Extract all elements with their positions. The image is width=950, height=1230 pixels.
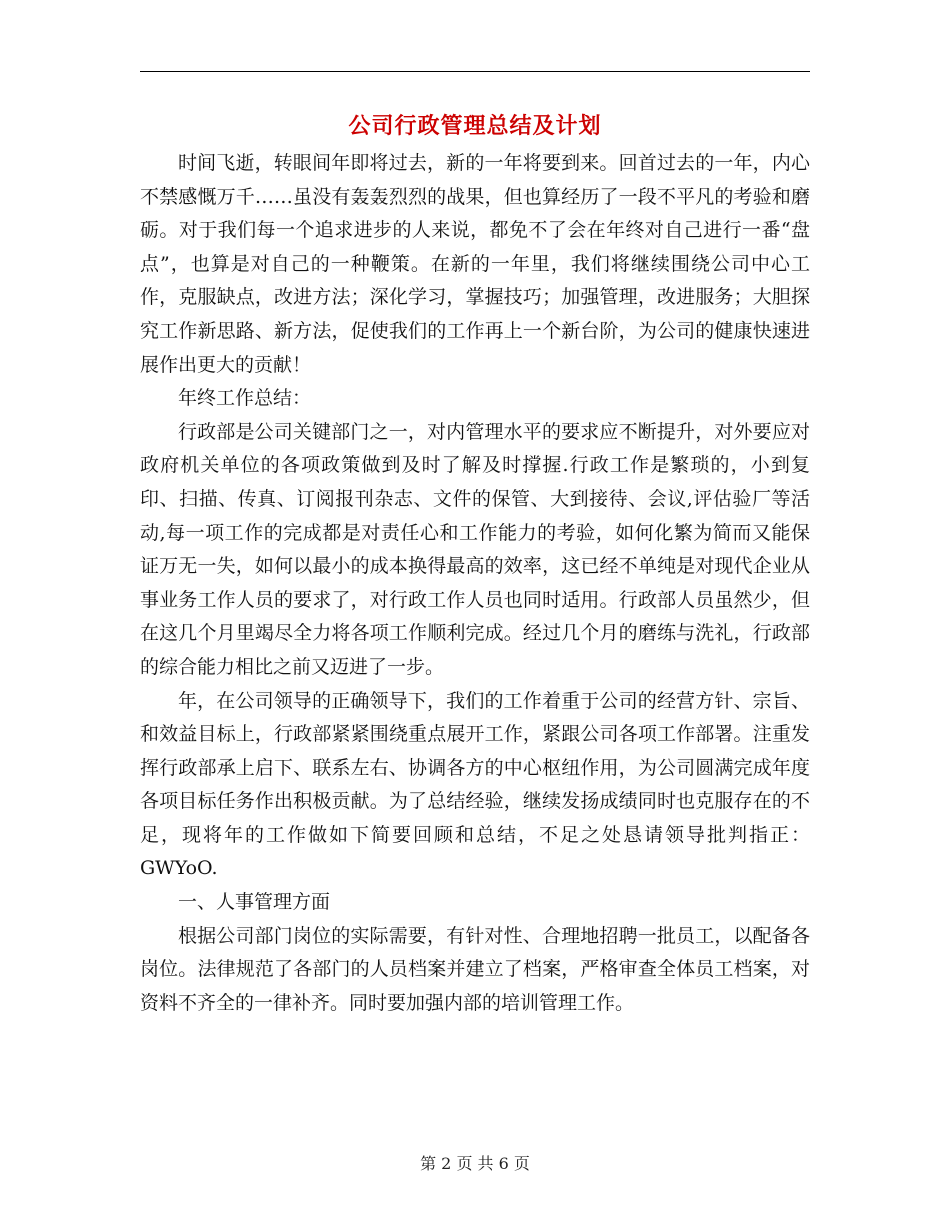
section-heading-year-end-summary: 年终工作总结： bbox=[178, 387, 312, 410]
section-heading-personnel: 一、人事管理方面 bbox=[178, 891, 331, 914]
page-footer: 第 2 页 共 6 页 bbox=[420, 1154, 530, 1173]
paragraph-personnel: 根据公司部门岗位的实际需要，有针对性、合理地招聘一批员工，以配备各岗位。法律规范了各部门的人员档案并建立了档案，严格审查全体员工档案，对资料不齐全的一律补齐。同时要加强内部的培训管理工作。 bbox=[140, 924, 810, 1014]
document-title: 公司行政管理总结及计划 bbox=[348, 113, 602, 139]
header-rule bbox=[140, 71, 810, 72]
paragraph-year-review: 年，在公司领导的正确领导下，我们的工作着重于公司的经营方针、宗旨、和效益目标上，行政部紧紧围绕重点展开工作，紧跟公司各项工作部署。注重发挥行政部承上启下、联系左右、协调各方的中心枢纽作用，为公司圆满完成年度各项目标任务作出积极贡献。为了总结经验，继续发扬成绩同时也克服存在的不足，现将年的工作做如下简要回顾和总结，不足之处恳请领导批判指正：GWYoO. bbox=[140, 689, 810, 880]
paragraph-intro: 时间飞逝，转眼间年即将过去，新的一年将要到来。回首过去的一年，内心不禁感慨万千……虽没有轰轰烈烈的战果，但也算经历了一段不平凡的考验和磨砺。对于我们每一个追求进步的人来说，都免不了会在年终对自己进行一番“盘点”，也算是对自己的一种鞭策。在新的一年里，我们将继续围绕公司中心工作，克服缺点，改进方法；深化学习，掌握技巧；加强管理，改进服务；大胆探究工作新思路、新方法，促使我们的工作再上一个新台阶，为公司的健康快速进展作出更大的贡献！ bbox=[140, 152, 810, 376]
document-body bbox=[140, 147, 810, 1020]
paragraph-admin-department: 行政部是公司关键部门之一，对内管理水平的要求应不断提升，对外要应对政府机关单位的各项政策做到及时了解及时撑握.行政工作是繁琐的，小到复印、扫描、传真、订阅报刊杂志、文件的保管、大到接待、会议,评估验厂等活动,每一项工作的完成都是对责任心和工作能力的考验，如何化繁为简而又能保证万无一失，如何以最小的成本换得最高的效率，这已经不单纯是对现代企业从事业务工作人员的要求了，对行政工作人员也同时适用。行政部人员虽然少，但在这几个月里竭尽全力将各项工作顺利完成。经过几个月的磨练与洗礼，行政部的综合能力相比之前又迈进了一步。 bbox=[140, 420, 810, 678]
